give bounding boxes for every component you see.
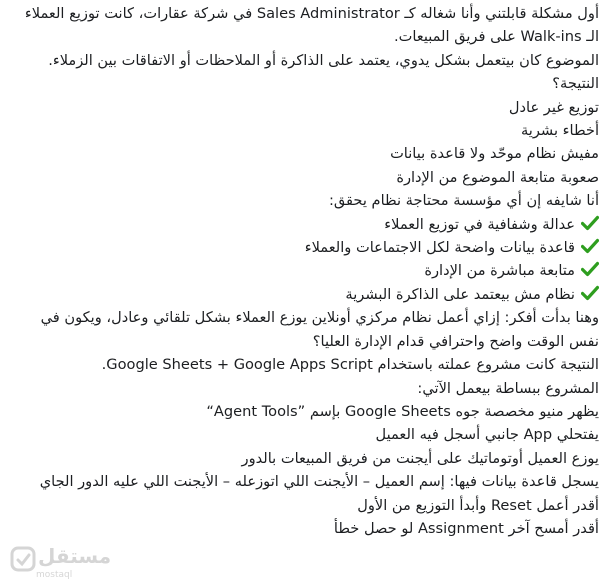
- check-mark-icon: [581, 285, 599, 301]
- checklist-item: [8, 236, 599, 259]
- check-mark-icon: [581, 261, 599, 277]
- checklist-item: [8, 213, 599, 236]
- checklist-label: نظام مش بيعتمد على الذاكرة البشرية: [345, 285, 575, 303]
- post-line: أنا شايفه إن أي مؤسسة محتاجة نظام يحقق:: [328, 192, 599, 210]
- watermark-text: مستقل: [38, 544, 112, 568]
- post-line: توزيع غير عادل: [508, 98, 599, 116]
- post-line: يسجل قاعدة بيانات فيها: إسم العميل – الأيجنت اللي اتوزعله – الأيجنت اللي عليه الدور الجاي: [39, 473, 599, 491]
- post-line: أقدر أمسح آخر Assignment لو حصل خطأ: [333, 519, 599, 537]
- checklist-label: عدالة وشفافية في توزيع العملاء: [384, 215, 575, 233]
- post-line: يظهر منيو مخصصة جوه Google Sheets بإسم ”Agent Tools“: [206, 402, 599, 420]
- checklist-item: [8, 259, 599, 282]
- post-line: أقدر أعمل Reset وأبدأ التوزيع من الأول: [357, 496, 599, 514]
- post-line: النتيجة كانت مشروع عملته باستخدام Google Sheets + Google Apps Script.: [101, 356, 599, 374]
- watermark-subtext: mostaql: [36, 570, 73, 580]
- checklist-label: قاعدة بيانات واضحة لكل الاجتماعات والعملاء: [304, 239, 575, 257]
- watermark-logo: [6, 544, 112, 584]
- checklist-label: متابعة مباشرة من الإدارة: [424, 262, 575, 280]
- post-line: مفيش نظام موحّد ولا قاعدة بيانات: [390, 145, 599, 163]
- check-mark-icon: [581, 215, 599, 231]
- post-line: أول مشكلة قابلتني وأنا شغاله كـ Sales Administrator في شركة عقارات، كانت توزيع العملاء الـ Walk-ins على فريق المبيعات.: [24, 5, 599, 46]
- post-line: الموضوع كان بيتعمل بشكل يدوي، يعتمد على الذاكرة أو الملاحظات أو الاتفاقات بين الزملاء. النتيجة؟: [48, 51, 599, 93]
- post-line: صعوبة متابعة الموضوع من الإدارة: [396, 168, 599, 186]
- post-line: يوزع العميل أوتوماتيك على أيجنت من فريق المبيعات بالدور: [241, 449, 599, 467]
- post-line: المشروع ببساطة بيعمل الآتي:: [417, 379, 599, 397]
- post-line: وهنا بدأت أفكر: إزاي أعمل نظام مركزي أونلاين يوزع العملاء بشكل تلقائي وعادل، ويكون في نفس الوقت واضح واحترافي قدام الإدارة العليا؟: [40, 309, 599, 350]
- post-line: أخطاء بشرية: [520, 122, 599, 140]
- post-line: يفتحلي App جانبي أسجل فيه العميل: [375, 426, 599, 444]
- check-mark-icon: [581, 238, 599, 254]
- logo-icon: [10, 546, 36, 572]
- checklist-item: [8, 283, 599, 306]
